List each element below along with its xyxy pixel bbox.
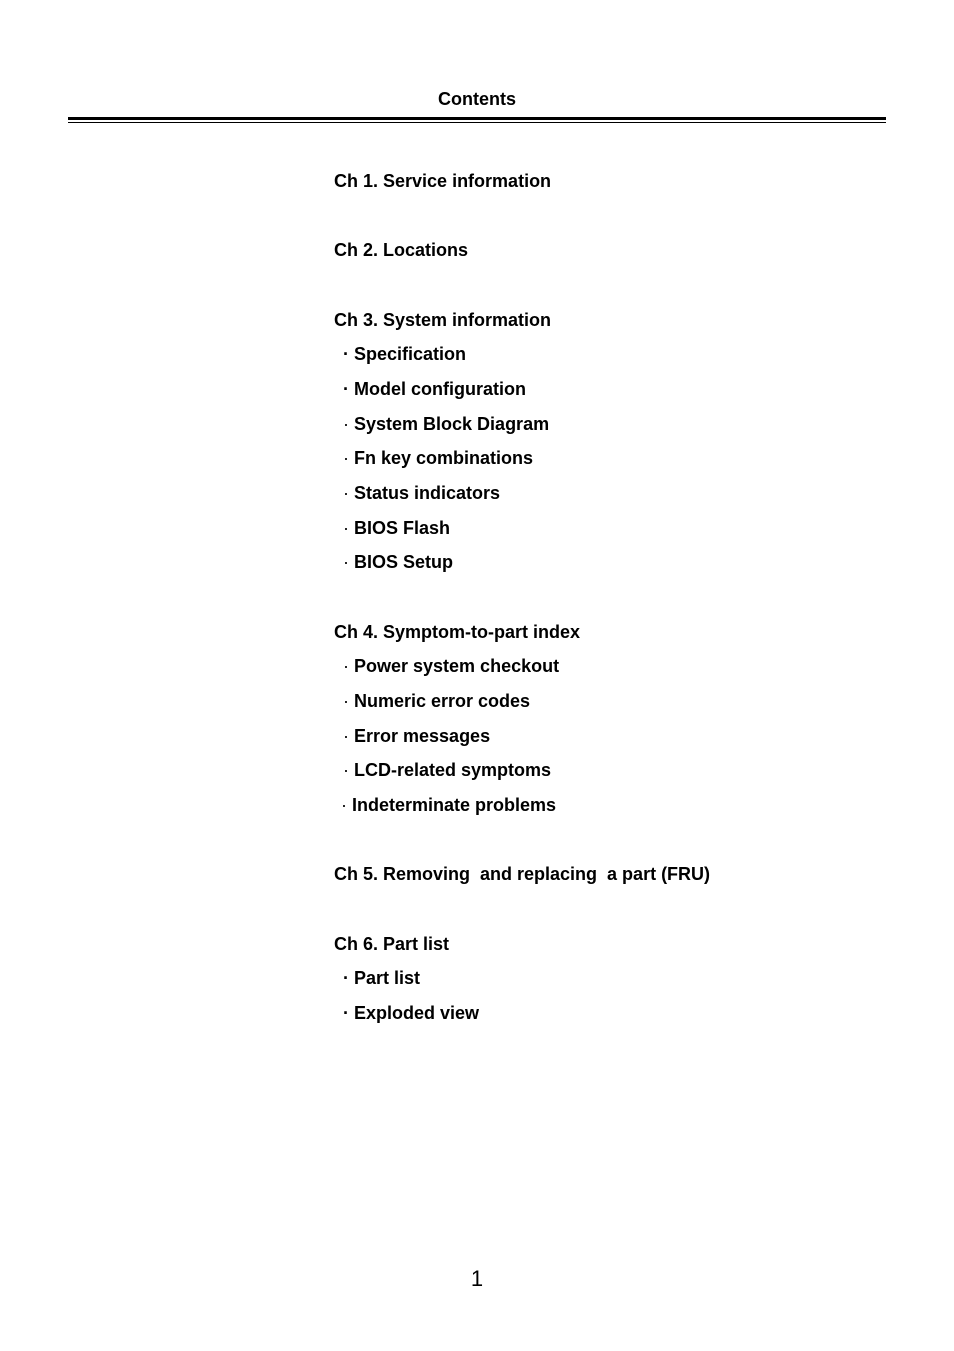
bullet: · — [343, 968, 354, 988]
toc-chapter-6 — [334, 933, 449, 955]
toc-text: BIOS Setup — [354, 552, 454, 572]
toc-text: Model configuration — [354, 379, 526, 399]
header-rule-thick — [68, 117, 886, 120]
bullet: · — [343, 726, 354, 746]
toc-text: Part list — [354, 968, 421, 988]
bullet: · — [343, 656, 354, 676]
toc-item-part-list — [343, 967, 420, 989]
toc-chapter-2 — [334, 239, 468, 261]
toc-text: Ch 5. Removing and replacing a part (FRU) — [334, 864, 711, 884]
toc-item-system-block-diagram — [343, 413, 549, 435]
toc-text: Power system checkout — [354, 656, 560, 676]
toc-text: LCD-related symptoms — [354, 760, 552, 780]
toc-item-fn-key-combinations — [343, 447, 533, 469]
bullet: · — [343, 379, 354, 399]
toc-text: Numeric error codes — [354, 691, 531, 711]
bullet: · — [343, 518, 354, 538]
toc-chapter-3 — [334, 309, 551, 331]
toc-text: Ch 1. Service information — [334, 171, 552, 191]
toc-text: Ch 2. Locations — [334, 240, 469, 260]
toc-text: Exploded view — [354, 1003, 480, 1023]
toc-text: Status indicators — [354, 483, 501, 503]
toc-item-bios-setup — [343, 551, 453, 573]
page-title: Contents — [438, 89, 516, 109]
toc-item-indeterminate-problems — [341, 794, 556, 816]
toc-chapter-1 — [334, 170, 551, 192]
bullet: · — [343, 1003, 354, 1023]
bullet: · — [343, 760, 354, 780]
toc-text: Ch 6. Part list — [334, 934, 450, 954]
toc-chapter-5 — [334, 863, 710, 885]
toc-text: System Block Diagram — [354, 414, 550, 434]
toc-text: Error messages — [354, 726, 491, 746]
toc-item-lcd-related-symptoms — [343, 759, 551, 781]
page-number: 1 — [470, 1266, 484, 1291]
bullet: · — [343, 448, 354, 468]
toc-item-exploded-view — [343, 1002, 479, 1024]
toc-item-numeric-error-codes — [343, 690, 530, 712]
toc-text: BIOS Flash — [354, 518, 451, 538]
toc-text: Specification — [354, 344, 467, 364]
toc-text: Ch 4. Symptom-to-part index — [334, 622, 581, 642]
toc-item-status-indicators — [343, 482, 500, 504]
toc-item-bios-flash — [343, 517, 450, 539]
toc-item-specification — [343, 343, 466, 365]
bullet: · — [341, 795, 352, 815]
toc-chapter-4 — [334, 621, 580, 643]
toc-item-model-configuration — [343, 378, 526, 400]
bullet: · — [343, 552, 354, 572]
toc-text: Indeterminate problems — [352, 795, 557, 815]
toc-item-power-system-checkout — [343, 655, 559, 677]
bullet: · — [343, 414, 354, 434]
toc-text: Fn key combinations — [354, 448, 534, 468]
toc-text: Ch 3. System information — [334, 310, 552, 330]
bullet: · — [343, 691, 354, 711]
bullet: · — [343, 483, 354, 503]
bullet: · — [343, 344, 354, 364]
toc-item-error-messages — [343, 725, 490, 747]
header-rule-thin — [68, 122, 886, 123]
